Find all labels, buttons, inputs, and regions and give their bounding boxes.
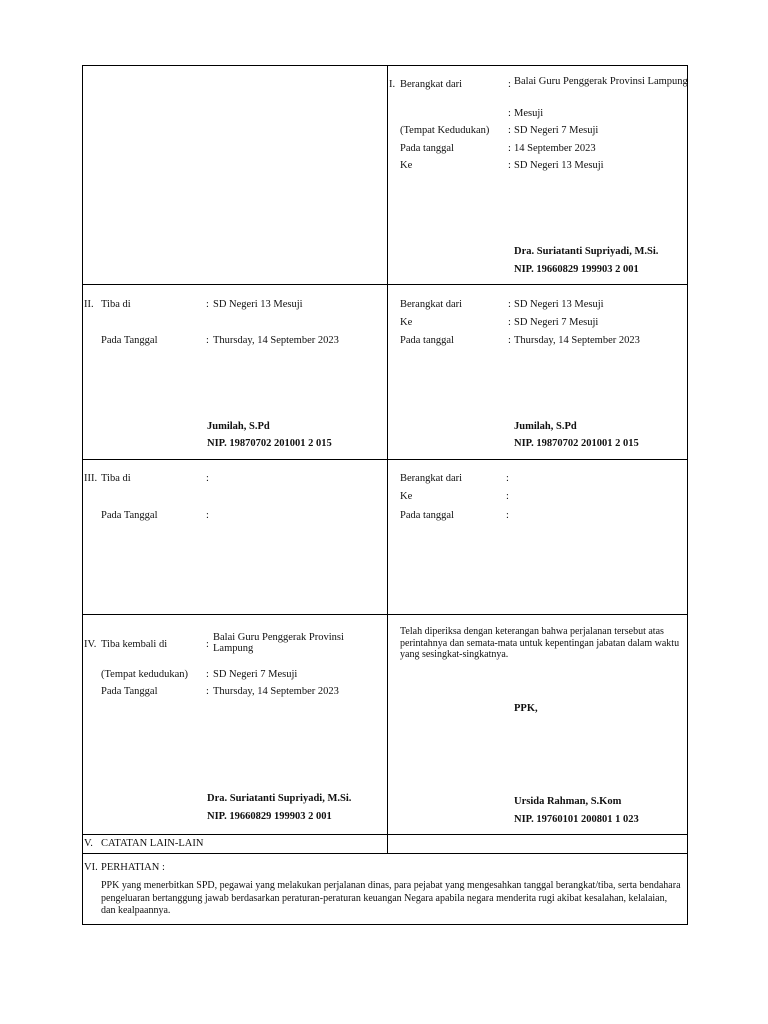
section1-roman: I.	[389, 79, 396, 90]
colon: :	[206, 299, 209, 310]
section4-date-value: Thursday, 14 September 2023	[213, 686, 339, 697]
section2-right-date-label: Pada tanggal	[400, 335, 454, 346]
section2-date-value: Thursday, 14 September 2023	[213, 335, 339, 346]
section5-roman: V.	[84, 838, 93, 849]
section1-city-value: Mesuji	[514, 108, 544, 119]
section2-depart-label: Berangkat dari	[400, 299, 463, 310]
section1-signer-nip: NIP. 19660829 199903 2 001	[514, 264, 639, 275]
section3-to-label: Ke	[400, 491, 413, 502]
section1-to-value: SD Negeri 13 Mesuji	[514, 160, 604, 171]
section3-date-label-right: Pada tanggal	[400, 510, 454, 521]
section6-roman: VI.	[84, 862, 98, 873]
colon: :	[508, 143, 511, 154]
spd-form	[82, 65, 688, 925]
colon: :	[206, 473, 209, 484]
section2-arrive-label: Tiba di	[101, 299, 131, 310]
section2-depart-value: SD Negeri 13 Mesuji	[514, 299, 604, 310]
section1-base-value: SD Negeri 7 Mesuji	[514, 125, 599, 136]
row-divider-3	[83, 614, 687, 615]
colon: :	[506, 510, 509, 521]
row-divider-5	[83, 853, 687, 854]
section2-arrive-value: SD Negeri 13 Mesuji	[213, 299, 303, 310]
colon: :	[508, 317, 511, 328]
colon: :	[508, 160, 511, 171]
section4-return-value: Balai Guru Penggerak Provinsi Lampung	[213, 632, 344, 654]
section2-date-label: Pada Tanggal	[101, 335, 158, 346]
colon: :	[206, 686, 209, 697]
section1-to-label: Ke	[400, 160, 413, 171]
row-divider-4	[83, 834, 687, 835]
colon: :	[206, 639, 209, 650]
section4-base-label: (Tempat kedudukan)	[101, 669, 189, 680]
section1-base-label: (Tempat Kedudukan)	[400, 125, 490, 136]
section2-right-signer-nip: NIP. 19870702 201001 2 015	[514, 438, 639, 449]
section2-to-value: SD Negeri 7 Mesuji	[514, 317, 599, 328]
colon: :	[508, 299, 511, 310]
section3-arrive-label: Tiba di	[101, 473, 131, 484]
section2-right-signer-name: Jumilah, S.Pd	[514, 421, 577, 432]
section4-return-label: Tiba kembali di	[101, 639, 168, 650]
colon: :	[206, 669, 209, 680]
section4-ppk-label: PPK,	[514, 703, 538, 714]
section4-base-value: SD Negeri 7 Mesuji	[213, 669, 298, 680]
section5-title: CATATAN LAIN-LAIN	[101, 838, 204, 849]
section1-date-label: Pada tanggal	[400, 143, 454, 154]
section4-left-signer-nip: NIP. 19660829 199903 2 001	[207, 811, 332, 822]
section1-signer-name: Dra. Suriatanti Supriyadi, M.Si.	[514, 246, 659, 257]
colon: :	[506, 473, 509, 484]
section4-roman: IV.	[84, 639, 97, 650]
colon: :	[206, 510, 209, 521]
colon: :	[506, 491, 509, 502]
section4-right-signer-name: Ursida Rahman, S.Kom	[514, 796, 622, 807]
section2-to-label: Ke	[400, 317, 413, 328]
colon: :	[206, 335, 209, 346]
section3-depart-label: Berangkat dari	[400, 473, 463, 484]
section3-roman: III.	[84, 473, 98, 484]
section4-statement: Telah diperiksa dengan keterangan bahwa perjalanan tersebut atas perintahnya dan semata-mata untuk kepentingan jabatan dalam waktu yang sesingkat-singkatnya.	[400, 626, 680, 660]
section2-left-signer-nip: NIP. 19870702 201001 2 015	[207, 438, 332, 449]
section2-roman: II.	[84, 299, 94, 310]
colon: :	[508, 108, 511, 119]
section6-title: PERHATIAN :	[101, 862, 165, 873]
section1-depart-value: Balai Guru Penggerak Provinsi Lampung	[514, 76, 688, 87]
section4-date-label: Pada Tanggal	[101, 686, 158, 697]
colon: :	[508, 335, 511, 346]
section6-text: PPK yang menerbitkan SPD, pegawai yang melakukan perjalanan dinas, para pejabat yang mengesahkan tanggal berangkat/tiba, serta bendahara pengeluaran bertanggung jawab berdasarkan peraturan-peraturan keuangan Negara apabila negara menderita rugi akibat kesalahan, kelalaian, dan kealpaannya.	[101, 880, 681, 916]
section1-date-value: 14 September 2023	[514, 143, 596, 154]
section2-right-date-value: Thursday, 14 September 2023	[514, 335, 640, 346]
section4-right-signer-nip: NIP. 19760101 200801 1 023	[514, 814, 639, 825]
section2-left-signer-name: Jumilah, S.Pd	[207, 421, 270, 432]
colon: :	[508, 125, 511, 136]
section1-depart-label: Berangkat dari	[400, 79, 463, 90]
row-divider-2	[83, 459, 687, 460]
section4-left-signer-name: Dra. Suriatanti Supriyadi, M.Si.	[207, 793, 352, 804]
colon: :	[508, 79, 511, 90]
row-divider-1	[83, 284, 687, 285]
section3-date-label: Pada Tanggal	[101, 510, 158, 521]
